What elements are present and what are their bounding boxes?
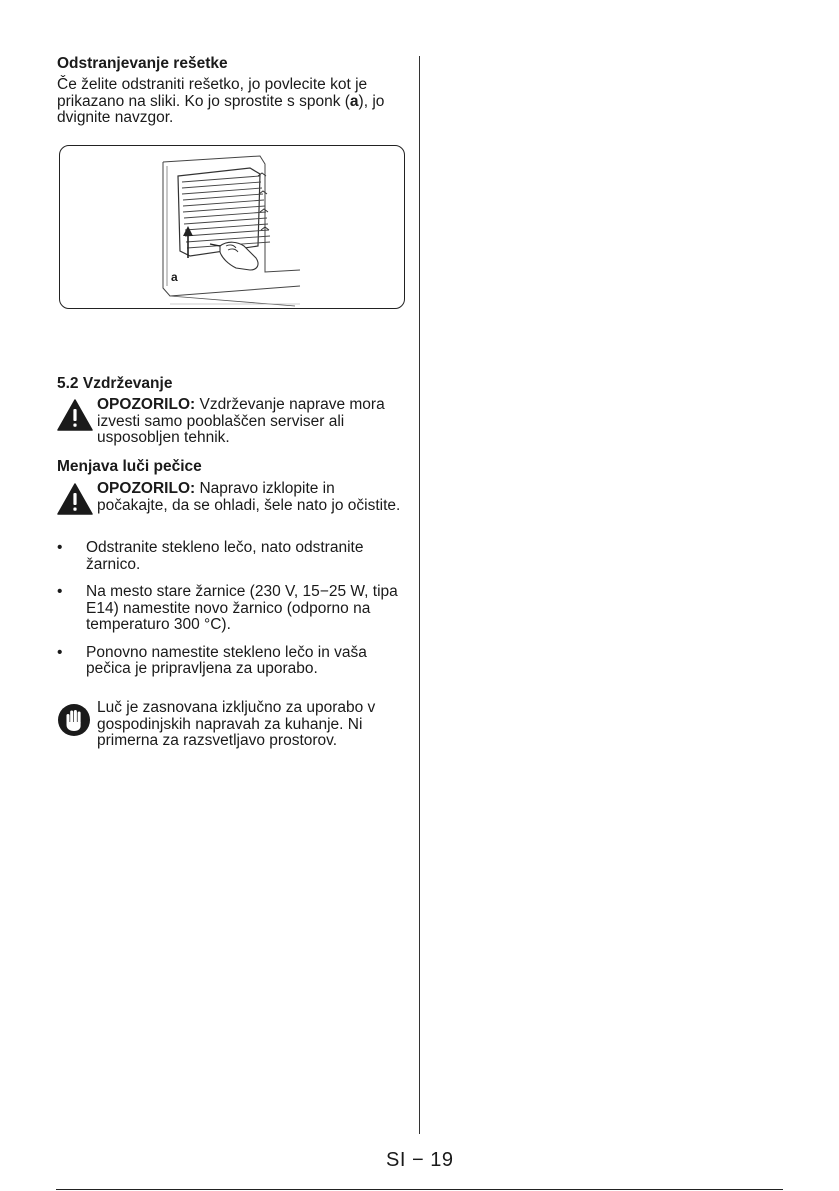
list-item: • Na mesto stare žarnice (230 V, 15−25 W, tipa E14) namestite novo žarnico (odporno na temperaturo 300 °C). — [57, 583, 398, 633]
lamp-replacement-heading: Menjava luči pečice — [57, 458, 202, 475]
list-item: • Ponovno namestite stekleno lečo in vaša pečica je pripravljena za uporabo. — [57, 643, 367, 677]
page-number: SI − 19 — [386, 1149, 454, 1171]
lamp-steps-list — [57, 540, 409, 689]
grille-instructions: Če želite odstraniti rešetko, jo povlecite kot je prikazano na sliki. Ko jo sprostite s sponk (a), jo dvignite navzgor. — [57, 76, 385, 126]
warning-label: OPOZORILO: — [97, 396, 196, 413]
maintenance-title: 5.2 Vzdrževanje — [57, 375, 173, 392]
grille-removal-illustration — [59, 145, 405, 309]
warning-triangle-icon — [57, 399, 93, 431]
oven-grille-drawing — [60, 146, 405, 309]
lamp-usage-note — [57, 700, 409, 750]
grille-removal-section — [57, 54, 409, 127]
maintenance-warning — [57, 397, 409, 447]
column-divider — [419, 56, 420, 1134]
list-item: • Odstranite stekleno lečo, nato odstranite žarnico. — [57, 539, 364, 573]
grille-heading: Odstranjevanje rešetke — [57, 55, 228, 72]
warning-triangle-icon — [57, 483, 93, 515]
bullet-marker: • — [57, 583, 63, 600]
stop-hand-icon — [57, 703, 91, 737]
note-text: Luč je zasnovana izključno za uporabo v gospodinjskih napravah za kuhanje. Ni primerna za razsvetljavo prostorov. — [97, 699, 376, 749]
warning-text: Vzdrževanje naprave mora izvesti samo pooblaščen serviser ali usposobljen tehnik. — [97, 396, 385, 446]
warning-text: Napravo izklopite in počakajte, da se ohladi, šele nato jo očistite. — [97, 480, 401, 514]
label-a-ref: a — [349, 92, 359, 110]
footer-rule — [56, 1189, 783, 1190]
warning-label: OPOZORILO: — [97, 480, 196, 497]
bullet-marker: • — [57, 643, 63, 661]
figure-label-a: a — [171, 270, 178, 284]
lamp-warning — [57, 481, 409, 514]
bullet-marker: • — [57, 539, 63, 556]
